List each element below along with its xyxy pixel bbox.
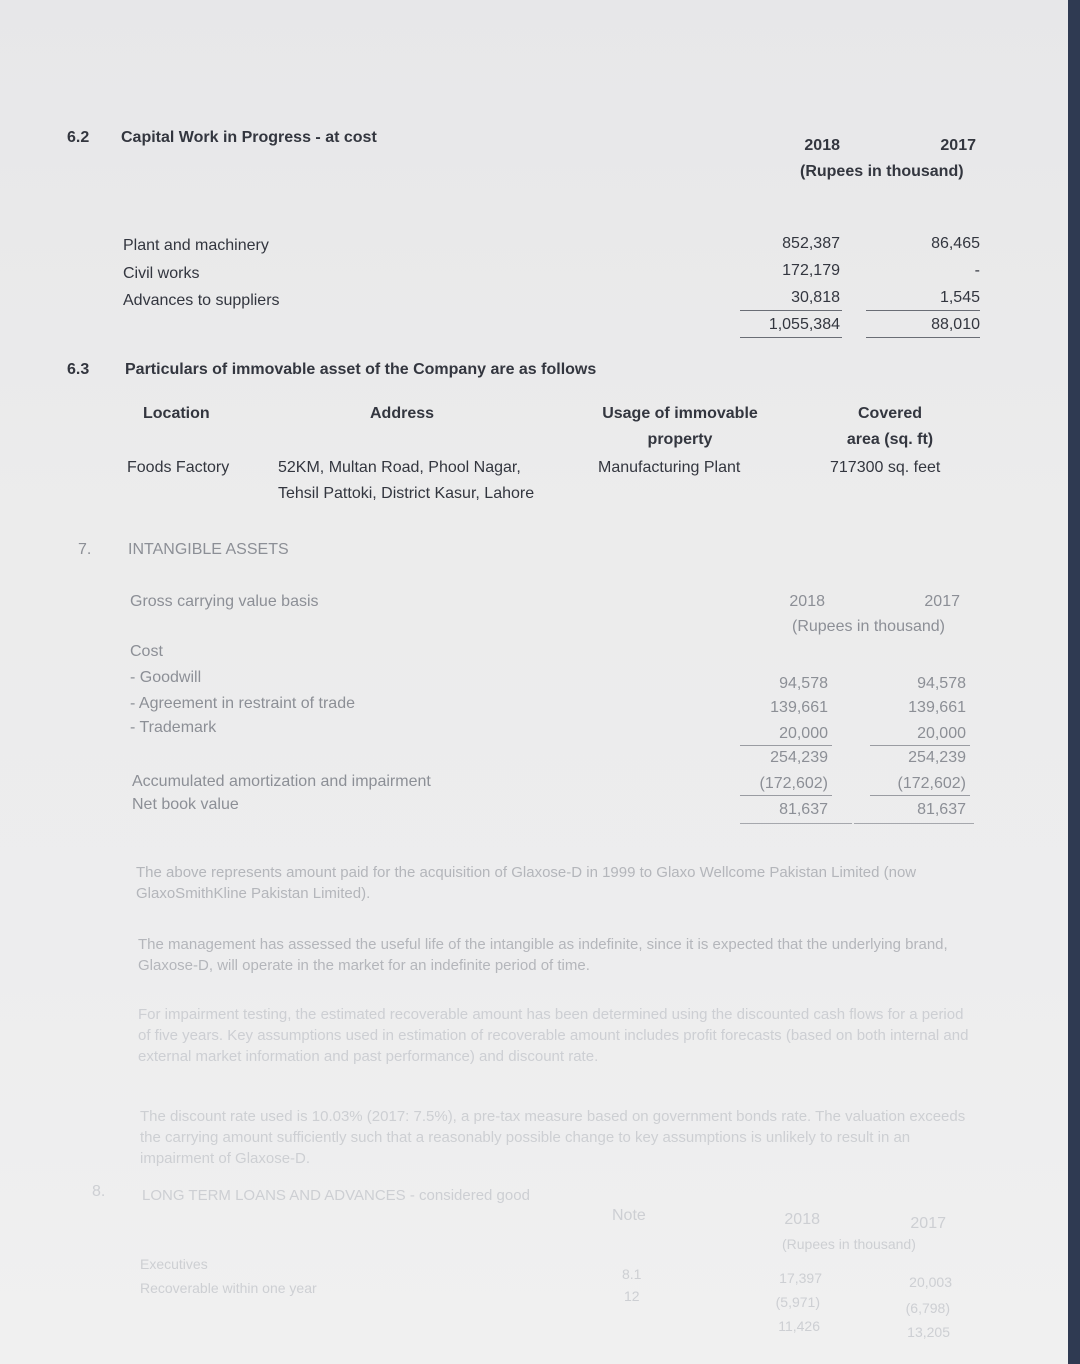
row-label: Recoverable within one year xyxy=(140,1280,317,1296)
value-2017: 1,545 xyxy=(939,289,980,306)
column-header-covered: area (sq. ft) xyxy=(846,431,934,448)
net-book-value-2017: 81,637 xyxy=(917,801,966,818)
unit-label: (Rupees in thousand) xyxy=(782,1236,916,1252)
row-label: Plant and machinery xyxy=(123,237,269,254)
column-header-2018: 2018 xyxy=(804,137,840,154)
value-2018: 30,818 xyxy=(791,289,840,306)
column-header-usage: Usage of immovable xyxy=(602,405,758,422)
column-header-2018: 2018 xyxy=(789,593,825,610)
row-label: - Goodwill xyxy=(130,669,202,686)
paragraph: The management has assessed the useful life of the intangible as indefinite, since it is expected that the underlying brand, Glaxose-D, will operate in the market for an indefinite period of time. xyxy=(138,936,948,974)
row-label: Executives xyxy=(140,1256,208,1272)
column-header-usage: property xyxy=(647,431,713,448)
net-book-value-label: Net book value xyxy=(132,796,239,813)
section-title: Capital Work in Progress - at cost xyxy=(121,129,377,146)
value-2017: 20,000 xyxy=(917,725,966,742)
paragraph: The above represents amount paid for the acquisition of Glaxose-D in 1999 to Glaxo Wellcome Pakistan Limited (now GlaxoSmithKline Pakistan Limited). xyxy=(136,864,917,902)
column-header-2017: 2017 xyxy=(940,137,976,154)
section-number: 6.2 xyxy=(67,129,90,146)
amortization-2017: (172,602) xyxy=(897,775,966,792)
column-header-2017: 2017 xyxy=(910,1215,946,1232)
value-2018: 94,578 xyxy=(779,675,828,692)
area-value: 717300 sq. feet xyxy=(830,459,941,476)
row-label: - Agreement in restraint of trade xyxy=(130,695,355,712)
unit-label: (Rupees in thousand) xyxy=(800,163,964,180)
value-2017: 139,661 xyxy=(908,699,966,716)
total-rule xyxy=(866,337,980,338)
amortization-label: Accumulated amortization and impairment xyxy=(132,773,431,790)
section-subtitle: Gross carrying value basis xyxy=(130,593,319,610)
address-value: 52KM, Multan Road, Phool Nagar, xyxy=(278,459,521,476)
column-header-address: Address xyxy=(370,405,435,422)
subtotal-rule xyxy=(740,310,842,311)
section-number: 7. xyxy=(78,541,92,558)
subtotal-rule xyxy=(740,745,832,746)
net-book-value-2018: 81,637 xyxy=(779,801,828,818)
column-header-2018: 2018 xyxy=(784,1211,820,1228)
address-value: Tehsil Pattoki, District Kasur, Lahore xyxy=(278,485,535,502)
usage-value: Manufacturing Plant xyxy=(598,459,741,476)
subtotal-rule xyxy=(870,745,970,746)
section-number: 6.3 xyxy=(67,361,90,378)
section-title: Particulars of immovable asset of the Company are as follows xyxy=(125,361,597,378)
unit-label: (Rupees in thousand) xyxy=(792,618,945,635)
value-2017: 94,578 xyxy=(917,675,966,692)
value-2017: 20,003 xyxy=(909,1274,952,1290)
total-2018: 1,055,384 xyxy=(768,316,840,333)
value-2018: 139,661 xyxy=(770,699,828,716)
value-2018: 172,179 xyxy=(782,262,840,279)
column-header-note: Note xyxy=(612,1207,646,1224)
value-2018: 11,426 xyxy=(778,1318,820,1334)
column-header-location: Location xyxy=(143,405,210,422)
value-2017: - xyxy=(974,262,980,279)
cost-label: Cost xyxy=(130,643,163,660)
column-header-covered: Covered xyxy=(857,405,923,422)
value-2017: (6,798) xyxy=(905,1300,950,1316)
row-label: Advances to suppliers xyxy=(123,292,280,309)
row-label: - Trademark xyxy=(130,719,217,736)
subtotal-rule xyxy=(870,795,970,796)
subtotal-2018: 254,239 xyxy=(770,749,828,766)
total-rule xyxy=(854,823,974,824)
total-2017: 88,010 xyxy=(931,316,980,333)
subtotal-rule xyxy=(866,310,980,311)
value-2017: 13,205 xyxy=(907,1324,950,1340)
section-title: INTANGIBLE ASSETS xyxy=(128,541,289,558)
value-2018: (5,971) xyxy=(775,1294,820,1310)
section-number: 8. xyxy=(92,1183,106,1200)
screen-bezel xyxy=(1068,0,1080,1364)
total-rule xyxy=(740,823,852,824)
value-2017: 86,465 xyxy=(931,235,980,252)
total-rule xyxy=(740,337,842,338)
location-value: Foods Factory xyxy=(127,459,230,476)
section-title: LONG TERM LOANS AND ADVANCES - considered good xyxy=(142,1187,530,1204)
subtotal-2017: 254,239 xyxy=(908,749,966,766)
paragraph: For impairment testing, the estimated recoverable amount has been determined using the discounted cash flows for a period of five years. Key assumptions used in estimation of recoverable amount includes profit forecasts (based on both internal and external market information and past performance) and discount rate. xyxy=(138,1006,969,1065)
note-ref: 12 xyxy=(624,1288,640,1304)
amortization-2018: (172,602) xyxy=(759,775,828,792)
column-header-2017: 2017 xyxy=(924,593,960,610)
note-ref: 8.1 xyxy=(622,1266,642,1282)
row-label: Civil works xyxy=(123,265,200,282)
value-2018: 20,000 xyxy=(779,725,828,742)
value-2018: 852,387 xyxy=(782,235,840,252)
subtotal-rule xyxy=(740,795,832,796)
value-2018: 17,397 xyxy=(779,1270,822,1286)
paragraph: The discount rate used is 10.03% (2017: 7.5%), a pre-tax measure based on government bonds rate. The valuation exceeds the carrying amount sufficiently such that a reasonably possible change to key assumptions is unlikely to result in an impairment of Glaxose-D. xyxy=(140,1108,966,1167)
